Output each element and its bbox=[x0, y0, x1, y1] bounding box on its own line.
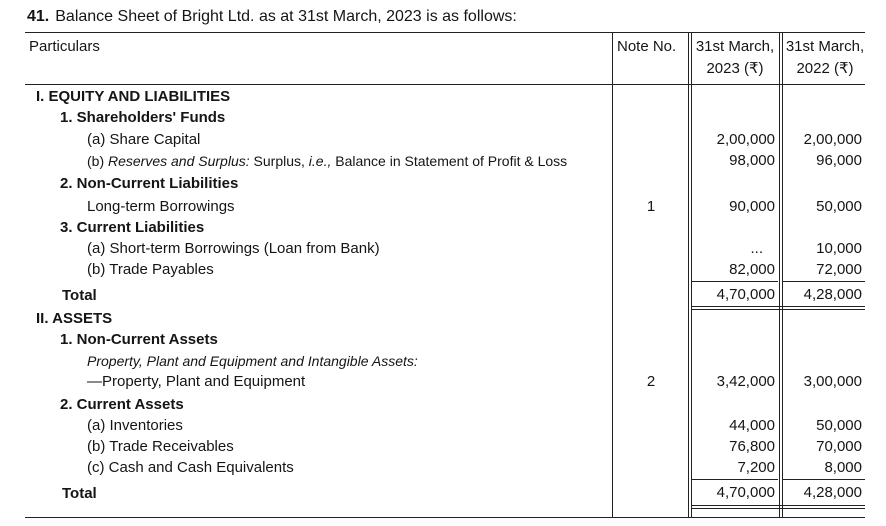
header-note-no: Note No. bbox=[617, 38, 677, 55]
row-ppe-2023: 3,42,000 bbox=[716, 373, 775, 390]
header-bottom-rule bbox=[25, 84, 865, 85]
question-heading bbox=[27, 8, 517, 26]
header-2022-line2: 2022 (₹) bbox=[796, 60, 854, 77]
row-stb-2022: 10,000 bbox=[816, 240, 862, 257]
shareholders-funds-heading: 1. Shareholders' Funds bbox=[60, 109, 226, 126]
row-reserves-2023: 98,000 bbox=[729, 152, 775, 169]
row-ltb-label: Long-term Borrowings bbox=[87, 198, 235, 215]
section-equity-liabilities: I. EQUITY AND LIABILITIES bbox=[36, 88, 231, 105]
col-divider-2023 bbox=[688, 32, 689, 517]
non-current-assets-heading: 1. Non-Current Assets bbox=[60, 331, 218, 348]
total-1-top-rule-2022 bbox=[783, 281, 865, 282]
question-number: 41. bbox=[27, 8, 50, 25]
reserves-italic: Reserves and Surplus: bbox=[108, 153, 250, 169]
current-liabilities-heading: 3. Current Liabilities bbox=[60, 219, 205, 236]
total-2-double-rule-a bbox=[692, 505, 865, 506]
row-inventories-2022: 50,000 bbox=[816, 417, 862, 434]
ppe-heading: Property, Plant and Equipment and Intangible Assets: bbox=[87, 353, 418, 369]
header-2023-line2: 2023 (₹) bbox=[706, 60, 764, 77]
total-2-double-rule-b bbox=[692, 508, 865, 509]
row-cash-2022: 8,000 bbox=[824, 459, 862, 476]
row-receivables-label: (b) Trade Receivables bbox=[87, 438, 234, 455]
total-equity-2022: 4,28,000 bbox=[803, 286, 862, 303]
table-top-rule bbox=[25, 32, 865, 33]
row-inventories-label: (a) Inventories bbox=[87, 417, 183, 434]
total-assets-2022: 4,28,000 bbox=[803, 484, 862, 501]
row-ppe-label: —Property, Plant and Equipment bbox=[87, 373, 306, 390]
section-assets: II. ASSETS bbox=[36, 310, 113, 327]
row-receivables-2023: 76,800 bbox=[729, 438, 775, 455]
row-share-capital-2022: 2,00,000 bbox=[803, 131, 862, 148]
row-share-capital-2023: 2,00,000 bbox=[716, 131, 775, 148]
non-current-liabilities-heading: 2. Non-Current Liabilities bbox=[60, 175, 239, 192]
total-assets-label: Total bbox=[62, 485, 97, 502]
current-assets-heading: 2. Current Assets bbox=[60, 396, 184, 413]
total-assets-2023: 4,70,000 bbox=[716, 484, 775, 501]
col-divider-2022 bbox=[779, 32, 780, 517]
row-tp-2022: 72,000 bbox=[816, 261, 862, 278]
row-reserves-2022: 96,000 bbox=[816, 152, 862, 169]
row-ltb-note: 1 bbox=[646, 198, 656, 215]
total-2-top-rule-2022 bbox=[783, 479, 865, 480]
row-ppe-2022: 3,00,000 bbox=[803, 373, 862, 390]
row-ltb-2022: 50,000 bbox=[816, 198, 862, 215]
row-receivables-2022: 70,000 bbox=[816, 438, 862, 455]
header-2022-line1: 31st March, bbox=[785, 38, 865, 55]
total-2-top-rule-2023 bbox=[692, 479, 778, 480]
header-2023-line1: 31st March, bbox=[695, 38, 775, 55]
total-1-double-rule-a bbox=[692, 306, 865, 307]
row-cash-label: (c) Cash and Cash Equivalents bbox=[87, 459, 294, 476]
row-stb-label: (a) Short-term Borrowings (Loan from Bank) bbox=[87, 240, 380, 257]
row-tp-2023: 82,000 bbox=[729, 261, 775, 278]
row-stb-2023: ... bbox=[750, 240, 763, 257]
header-particulars: Particulars bbox=[29, 38, 100, 55]
row-share-capital-label: (a) Share Capital bbox=[87, 131, 201, 148]
row-cash-2023: 7,200 bbox=[737, 459, 775, 476]
row-ltb-2023: 90,000 bbox=[729, 198, 775, 215]
total-equity-2023: 4,70,000 bbox=[716, 286, 775, 303]
row-reserves-label bbox=[87, 152, 567, 170]
reserves-prefix: (b) bbox=[87, 153, 108, 169]
total-equity-label: Total bbox=[62, 287, 97, 304]
col-divider-note bbox=[612, 32, 613, 517]
reserves-rest: Surplus, bbox=[249, 153, 309, 169]
reserves-ie: i.e., bbox=[308, 153, 332, 169]
total-1-double-rule-b bbox=[692, 309, 865, 310]
reserves-end: Balance in Statement of Profit & Loss bbox=[331, 153, 568, 169]
table-bottom-rule bbox=[25, 517, 865, 518]
question-text: Balance Sheet of Bright Ltd. as at 31st March, 2023 is as follows: bbox=[55, 8, 517, 25]
row-inventories-2023: 44,000 bbox=[729, 417, 775, 434]
row-ppe-note: 2 bbox=[646, 373, 656, 390]
row-tp-label: (b) Trade Payables bbox=[87, 261, 214, 278]
total-1-top-rule-2023 bbox=[692, 281, 778, 282]
